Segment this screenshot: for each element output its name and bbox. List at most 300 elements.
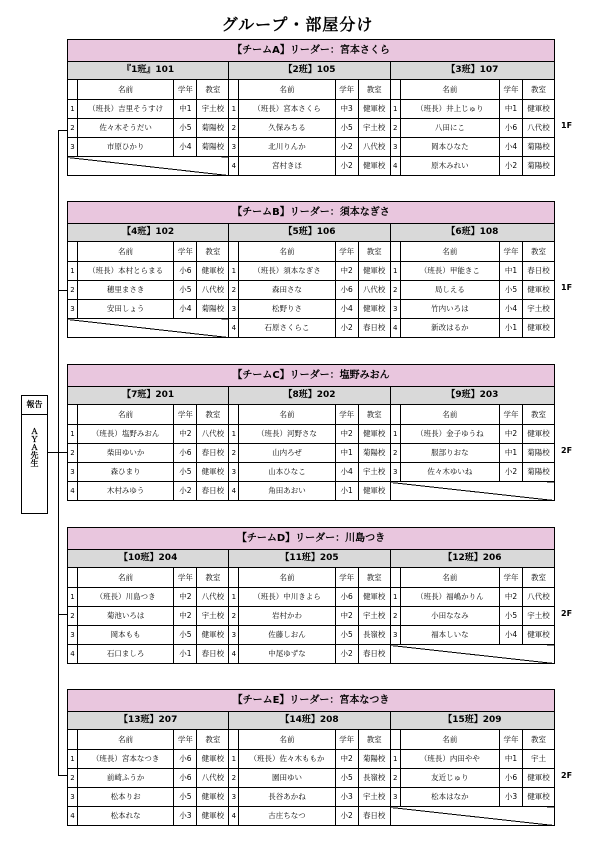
member-row xyxy=(68,645,228,664)
group-title: 【9班】203 xyxy=(391,387,554,405)
member-number: 3 xyxy=(68,626,78,645)
member-grade: 中1 xyxy=(500,262,523,281)
member-grade: 小6 xyxy=(174,750,197,769)
header-number-cell xyxy=(229,568,239,588)
header-number-cell xyxy=(391,242,401,262)
members-table xyxy=(391,405,554,500)
member-number: 1 xyxy=(229,588,239,607)
member-grade: 中2 xyxy=(174,588,197,607)
member-room: 八代校 xyxy=(197,281,229,300)
member-grade: 小2 xyxy=(335,319,358,338)
member-room: 宇土校 xyxy=(197,100,229,119)
member-number: 3 xyxy=(229,300,239,319)
member-room: 宇土校 xyxy=(523,300,555,319)
members-table xyxy=(68,568,228,663)
member-room: 春日校 xyxy=(197,444,229,463)
member-number: 1 xyxy=(391,588,401,607)
member-name: （班長）井上じゅり xyxy=(400,100,499,119)
member-name: 前崎ふうか xyxy=(78,769,174,788)
member-row xyxy=(391,645,554,664)
empty-slot-diagonal xyxy=(391,482,554,501)
member-grade: 中1 xyxy=(174,100,197,119)
header-grade-cell: 学年 xyxy=(500,568,523,588)
member-number: 1 xyxy=(391,750,401,769)
member-grade: 小5 xyxy=(335,769,358,788)
tree-branch-team-c xyxy=(48,452,67,453)
member-number: 3 xyxy=(68,300,78,319)
team-card xyxy=(67,201,555,338)
member-grade: 中1 xyxy=(335,444,358,463)
member-name: 松野りさ xyxy=(239,300,335,319)
header-name-cell: 名前 xyxy=(400,730,499,750)
header-grade-cell: 学年 xyxy=(500,730,523,750)
member-number: 2 xyxy=(229,607,239,626)
header-number-cell xyxy=(229,80,239,100)
header-grade-cell: 学年 xyxy=(335,568,358,588)
member-row xyxy=(68,750,228,769)
header-grade-cell: 学年 xyxy=(335,405,358,425)
member-name: （班長）中川きよら xyxy=(239,588,335,607)
member-row xyxy=(391,588,554,607)
member-number: 1 xyxy=(229,262,239,281)
group-column xyxy=(229,712,390,825)
member-room: 宇土校 xyxy=(358,607,390,626)
member-name: （班長）宮本さくら xyxy=(239,100,335,119)
member-row xyxy=(391,463,554,482)
member-row xyxy=(68,425,228,444)
floor-label: 1F xyxy=(561,283,573,292)
header-name-cell: 名前 xyxy=(239,242,335,262)
member-grade: 中2 xyxy=(335,262,358,281)
member-number: 2 xyxy=(229,444,239,463)
member-grade: 小5 xyxy=(174,626,197,645)
member-grade: 中1 xyxy=(500,100,523,119)
member-room: 健軍校 xyxy=(358,588,390,607)
header-number-cell xyxy=(391,730,401,750)
member-room: 健軍校 xyxy=(523,281,555,300)
member-number: 3 xyxy=(229,138,239,157)
member-grade: 中2 xyxy=(174,607,197,626)
header-number-cell xyxy=(229,242,239,262)
member-name: 局しえる xyxy=(400,281,499,300)
member-grade: 小6 xyxy=(500,119,523,138)
member-grade: 小6 xyxy=(500,769,523,788)
header-name-cell: 名前 xyxy=(400,80,499,100)
member-room: 八代校 xyxy=(358,281,390,300)
member-room: 春日校 xyxy=(523,262,555,281)
empty-slot-diagonal xyxy=(68,319,228,338)
member-name: 松本りお xyxy=(78,788,174,807)
member-row xyxy=(68,482,228,501)
floor-label: 1F xyxy=(561,121,573,130)
team-groups xyxy=(68,62,554,175)
member-grade: 小5 xyxy=(174,119,197,138)
member-row xyxy=(68,119,228,138)
header-grade-cell: 学年 xyxy=(500,80,523,100)
members-table xyxy=(391,730,554,825)
member-grade: 中2 xyxy=(174,425,197,444)
member-row xyxy=(68,157,228,176)
member-name: 市原ひかり xyxy=(78,138,174,157)
members-header-row xyxy=(229,405,389,425)
members-header-row xyxy=(68,242,228,262)
tree-branch-team-d xyxy=(58,614,67,615)
header-room-cell: 教室 xyxy=(523,80,555,100)
group-title: 『1班』101 xyxy=(68,62,228,80)
member-room: 健軍校 xyxy=(201,811,225,820)
report-box xyxy=(21,395,48,514)
member-number: 2 xyxy=(391,444,401,463)
header-grade-cell: 学年 xyxy=(174,242,197,262)
group-column xyxy=(68,224,229,337)
member-name: （班長）佐々木ももか xyxy=(239,750,335,769)
members-header-row xyxy=(68,568,228,588)
member-row xyxy=(391,444,554,463)
member-name: 安田しょう xyxy=(78,300,174,319)
group-column xyxy=(391,387,554,500)
team-title: 【チームB】リーダー：須本なぎさ xyxy=(68,202,554,224)
member-row xyxy=(68,444,228,463)
empty-slot-diagonal xyxy=(391,645,554,664)
member-row xyxy=(68,262,228,281)
member-name: （班長）吉里そうすけ xyxy=(78,100,174,119)
member-grade: 中1 xyxy=(500,444,523,463)
member-name: 中尾ゆずな xyxy=(239,645,335,664)
member-grade: 小2 xyxy=(335,138,358,157)
member-name: 森田さな xyxy=(239,281,335,300)
member-room: 健軍校 xyxy=(362,161,386,170)
members-table xyxy=(391,568,554,663)
member-row xyxy=(391,119,554,138)
member-grade: 小1 xyxy=(500,319,523,338)
header-name-cell: 名前 xyxy=(400,242,499,262)
member-row xyxy=(229,769,389,788)
members-table xyxy=(391,80,554,175)
team-groups xyxy=(68,550,554,663)
group-title: 【2班】105 xyxy=(229,62,389,80)
member-row xyxy=(391,319,554,338)
member-room: 八代校 xyxy=(358,138,390,157)
member-grade: 小4 xyxy=(174,300,197,319)
team-title: 【チームE】リーダー：宮本なつき xyxy=(68,690,554,712)
member-name: 北川りんか xyxy=(239,138,335,157)
member-grade: 小6 xyxy=(174,769,197,788)
member-name: 久保みちる xyxy=(239,119,335,138)
member-number: 3 xyxy=(391,626,401,645)
header-room-cell: 教室 xyxy=(358,568,390,588)
member-row xyxy=(229,626,389,645)
tree-branch-team-a xyxy=(58,130,67,131)
floor-label: 2F xyxy=(561,609,573,618)
members-table xyxy=(229,80,389,175)
members-table xyxy=(229,242,389,337)
member-grade: 中3 xyxy=(335,100,358,119)
tree-branch-team-b xyxy=(58,290,67,291)
members-header-row xyxy=(391,405,554,425)
member-number: 2 xyxy=(68,281,78,300)
member-grade: 中2 xyxy=(500,588,523,607)
members-header-row xyxy=(391,80,554,100)
member-room: 健軍校 xyxy=(197,262,229,281)
member-grade: 小4 xyxy=(500,138,523,157)
group-column xyxy=(229,62,390,175)
group-title: 【3班】107 xyxy=(391,62,554,80)
member-room: 宇土校 xyxy=(523,607,555,626)
member-name: 木村みゆう xyxy=(78,482,174,501)
member-name: 福本しいな xyxy=(400,626,499,645)
member-grade: 中2 xyxy=(335,750,358,769)
member-row xyxy=(229,645,389,664)
member-number: 3 xyxy=(391,463,401,482)
member-row xyxy=(391,807,554,826)
member-number: 2 xyxy=(229,119,239,138)
members-table xyxy=(229,730,389,825)
member-grade: 中2 xyxy=(335,425,358,444)
member-name: 佐藤しおん xyxy=(239,626,335,645)
member-room: 健軍校 xyxy=(358,425,390,444)
member-number: 2 xyxy=(229,769,239,788)
header-room-cell: 教室 xyxy=(197,405,229,425)
members-header-row xyxy=(229,242,389,262)
member-name: 原木みれい xyxy=(400,157,499,176)
page-title: グループ・部屋分け xyxy=(221,15,374,34)
member-room: 健軍校 xyxy=(523,100,555,119)
group-title: 【4班】102 xyxy=(68,224,228,242)
member-room: 菊陽校 xyxy=(358,444,390,463)
member-number: 1 xyxy=(229,750,239,769)
member-grade: 中2 xyxy=(500,425,523,444)
member-row xyxy=(229,788,389,807)
member-room: 菊陽校 xyxy=(358,750,390,769)
header-room-cell: 教室 xyxy=(197,730,229,750)
member-row xyxy=(68,769,228,788)
member-number: 3 xyxy=(229,626,239,645)
member-name: （班長）福嶋かりん xyxy=(400,588,499,607)
team-title: 【チームA】リーダー：宮本さくら xyxy=(68,40,554,62)
member-room: 菊陽校 xyxy=(523,138,555,157)
header-name-cell: 名前 xyxy=(78,242,174,262)
group-column xyxy=(391,224,554,337)
group-title: 【14班】208 xyxy=(229,712,389,730)
member-grade: 小2 xyxy=(500,157,523,176)
member-number: 4 xyxy=(229,645,239,664)
member-number: 3 xyxy=(229,463,239,482)
member-room: 長嶺校 xyxy=(358,769,390,788)
member-row xyxy=(229,750,389,769)
member-room: 菊陽校 xyxy=(197,119,229,138)
members-header-row xyxy=(229,568,389,588)
header-name-cell: 名前 xyxy=(78,405,174,425)
header-room-cell: 教室 xyxy=(523,730,555,750)
members-table xyxy=(68,242,228,337)
member-room: 八代校 xyxy=(523,119,555,138)
member-name: 長谷あかね xyxy=(239,788,335,807)
header-room-cell: 教室 xyxy=(197,80,229,100)
member-row xyxy=(68,138,228,157)
member-row xyxy=(68,100,228,119)
member-grade: 小1 xyxy=(335,482,358,501)
member-room: 春日校 xyxy=(362,811,386,820)
group-title: 【12班】206 xyxy=(391,550,554,568)
member-row xyxy=(391,769,554,788)
member-row xyxy=(229,100,389,119)
member-name: （班長）塩野みおん xyxy=(78,425,174,444)
members-header-row xyxy=(391,242,554,262)
header-grade-cell: 学年 xyxy=(174,405,197,425)
member-row xyxy=(229,444,389,463)
members-header-row xyxy=(391,730,554,750)
member-grade: 小4 xyxy=(174,138,197,157)
header-grade-cell: 学年 xyxy=(500,242,523,262)
member-number: 1 xyxy=(68,588,78,607)
header-grade-cell: 学年 xyxy=(335,242,358,262)
member-room: 宇土 xyxy=(523,750,555,769)
group-column xyxy=(391,550,554,663)
member-row xyxy=(391,157,554,176)
member-number: 1 xyxy=(391,425,401,444)
group-column xyxy=(68,550,229,663)
member-number: 2 xyxy=(391,607,401,626)
member-row xyxy=(68,788,228,807)
member-grade: 小4 xyxy=(335,300,358,319)
members-header-row xyxy=(68,730,228,750)
member-room: 長嶺校 xyxy=(358,626,390,645)
member-number: 2 xyxy=(229,281,239,300)
members-header-row xyxy=(391,568,554,588)
header-name-cell: 名前 xyxy=(239,405,335,425)
team-card xyxy=(67,527,555,664)
empty-slot-diagonal xyxy=(391,807,554,826)
group-title: 【15班】209 xyxy=(391,712,554,730)
floor-label: 2F xyxy=(561,446,573,455)
member-room: 健軍校 xyxy=(523,769,555,788)
header-room-cell: 教室 xyxy=(358,405,390,425)
member-number: 4 xyxy=(229,482,239,501)
team-groups xyxy=(68,712,554,825)
member-grade: 小5 xyxy=(500,281,523,300)
member-number: 2 xyxy=(391,119,401,138)
member-row xyxy=(391,482,554,501)
header-number-cell xyxy=(68,80,78,100)
member-row xyxy=(229,319,389,338)
member-grade: 小3 xyxy=(174,807,197,826)
header-name-cell: 名前 xyxy=(78,568,174,588)
member-name: （班長）宮本なつき xyxy=(78,750,174,769)
team-groups xyxy=(68,387,554,500)
member-grade: 小4 xyxy=(500,300,523,319)
header-room-cell: 教室 xyxy=(523,405,555,425)
member-room: 健軍校 xyxy=(358,300,390,319)
team-card xyxy=(67,689,555,826)
member-name: 山本ひなこ xyxy=(239,463,335,482)
member-room: 宇土校 xyxy=(358,788,390,807)
member-name: 松本はなか xyxy=(400,788,499,807)
member-name: 岩村かわ xyxy=(239,607,335,626)
member-room: 健軍校 xyxy=(523,626,555,645)
member-number: 1 xyxy=(391,262,401,281)
member-row xyxy=(229,588,389,607)
member-number: 4 xyxy=(68,482,78,501)
member-number: 3 xyxy=(391,300,401,319)
member-name: （班長）川島つき xyxy=(78,588,174,607)
member-row xyxy=(391,788,554,807)
header-grade-cell: 学年 xyxy=(174,80,197,100)
member-number: 2 xyxy=(391,769,401,788)
members-table xyxy=(229,568,389,663)
header-number-cell xyxy=(391,405,401,425)
member-name: 佐々木そうだい xyxy=(78,119,174,138)
member-room: 八代校 xyxy=(197,588,229,607)
member-room: 菊陽校 xyxy=(197,300,229,319)
member-name: 柴田ゆいか xyxy=(78,444,174,463)
member-number: 4 xyxy=(229,319,239,338)
group-title: 【13班】207 xyxy=(68,712,228,730)
member-name: 竹内いろは xyxy=(400,300,499,319)
member-number: 1 xyxy=(68,750,78,769)
member-room: 八代校 xyxy=(523,588,555,607)
header-room-cell: 教室 xyxy=(197,568,229,588)
member-row xyxy=(229,482,389,501)
member-number: 1 xyxy=(68,425,78,444)
member-room: 春日校 xyxy=(201,486,225,495)
floor-label: 2F xyxy=(561,771,573,780)
member-row xyxy=(68,463,228,482)
member-name: 宮村きほ xyxy=(239,157,335,176)
member-name: 松本れな xyxy=(78,807,174,826)
member-number: 4 xyxy=(68,645,78,664)
report-label: 報告 xyxy=(22,396,47,415)
header-number-cell xyxy=(68,568,78,588)
header-grade-cell: 学年 xyxy=(174,730,197,750)
member-name: （班長）甲能きこ xyxy=(400,262,499,281)
member-room: 健軍校 xyxy=(197,626,229,645)
member-grade: 小2 xyxy=(174,482,197,501)
member-grade: 小4 xyxy=(335,463,358,482)
header-grade-cell: 学年 xyxy=(174,568,197,588)
member-grade: 小6 xyxy=(174,444,197,463)
member-row xyxy=(68,300,228,319)
member-room: 春日校 xyxy=(362,649,386,658)
member-room: 菊陽校 xyxy=(197,138,229,157)
header-number-cell xyxy=(391,568,401,588)
member-number: 2 xyxy=(68,119,78,138)
member-number: 4 xyxy=(68,807,78,826)
member-room: 健軍校 xyxy=(197,750,229,769)
header-grade-cell: 学年 xyxy=(335,80,358,100)
member-room: 春日校 xyxy=(362,323,386,332)
team-groups xyxy=(68,224,554,337)
member-name: 石口ましろ xyxy=(78,645,174,664)
member-number: 1 xyxy=(68,100,78,119)
members-header-row xyxy=(68,405,228,425)
member-name: 菊池いろは xyxy=(78,607,174,626)
header-room-cell: 教室 xyxy=(197,242,229,262)
group-column xyxy=(229,224,390,337)
header-name-cell: 名前 xyxy=(78,730,174,750)
member-row xyxy=(391,262,554,281)
member-room: 菊陽校 xyxy=(523,444,555,463)
member-room: 健軍校 xyxy=(527,323,550,332)
member-number: 4 xyxy=(229,157,239,176)
member-room: 宇土校 xyxy=(358,463,390,482)
header-name-cell: 名前 xyxy=(239,568,335,588)
member-grade: 小6 xyxy=(174,262,197,281)
members-table xyxy=(391,242,554,337)
member-room: 健軍校 xyxy=(358,100,390,119)
member-row xyxy=(229,281,389,300)
header-name-cell: 名前 xyxy=(400,405,499,425)
member-name: 森ひまり xyxy=(78,463,174,482)
